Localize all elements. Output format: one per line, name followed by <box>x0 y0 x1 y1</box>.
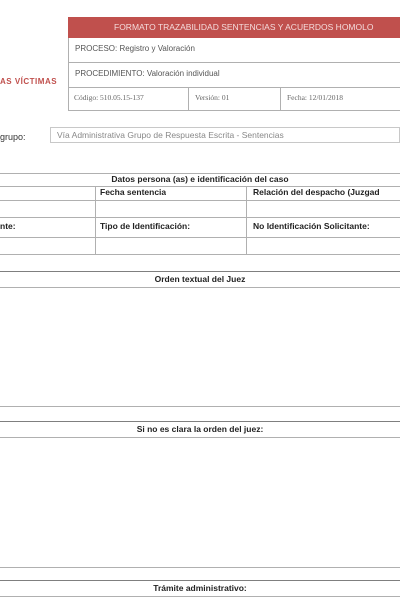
table-border <box>0 217 400 218</box>
section-border <box>0 580 400 581</box>
tramite-heading: Trámite administrativo: <box>153 583 247 593</box>
no-identificacion-header: No Identificación Solicitante: <box>253 221 370 231</box>
meta-divider <box>280 88 281 110</box>
section-border <box>0 596 400 597</box>
proceso-row <box>68 38 400 62</box>
meta-divider <box>188 88 189 110</box>
grupo-label: grupo: <box>0 132 26 142</box>
fecha-text: Fecha: 12/01/2018 <box>287 93 344 102</box>
section-border <box>0 271 400 272</box>
orden-textual-heading: Orden textual del Juez <box>154 274 246 284</box>
solicitante-header: nte: <box>0 221 16 231</box>
section-border <box>0 437 400 438</box>
section-border <box>0 421 400 422</box>
grupo-value-field: Vía Administrativa Grupo de Respuesta Escrita - Sentencias <box>50 127 400 143</box>
tipo-identificacion-header: Tipo de Identificación: <box>100 221 191 231</box>
fecha-sentencia-header: Fecha sentencia <box>100 187 167 197</box>
entity-logo-text: AS VÍCTIMAS <box>0 77 58 86</box>
table-border <box>0 254 400 255</box>
relacion-despacho-header: Relación del despacho (Juzgad <box>253 187 380 197</box>
table-border <box>0 200 400 201</box>
procedimiento-text: PROCEDIMIENTO: Valoración individual <box>75 69 220 78</box>
proceso-text: PROCESO: Registro y Valoración <box>75 44 195 53</box>
datos-heading: Datos persona (as) e identificación del caso <box>111 174 289 184</box>
procedimiento-row <box>68 63 400 87</box>
section-border <box>0 567 400 568</box>
table-column-divider <box>246 186 247 254</box>
codigo-text: Código: 510.05.15-137 <box>74 93 144 102</box>
table-column-divider <box>95 186 96 254</box>
version-text: Versión: 01 <box>195 93 230 102</box>
table-border <box>0 237 400 238</box>
section-border <box>0 287 400 288</box>
si-no-clara-heading: Si no es clara la orden del juez: <box>136 424 264 434</box>
header-bottom-border <box>68 110 400 111</box>
document-title-banner: FORMATO TRAZABILIDAD SENTENCIAS Y ACUERDOS HOMOLO <box>68 17 400 38</box>
section-border <box>0 406 400 407</box>
